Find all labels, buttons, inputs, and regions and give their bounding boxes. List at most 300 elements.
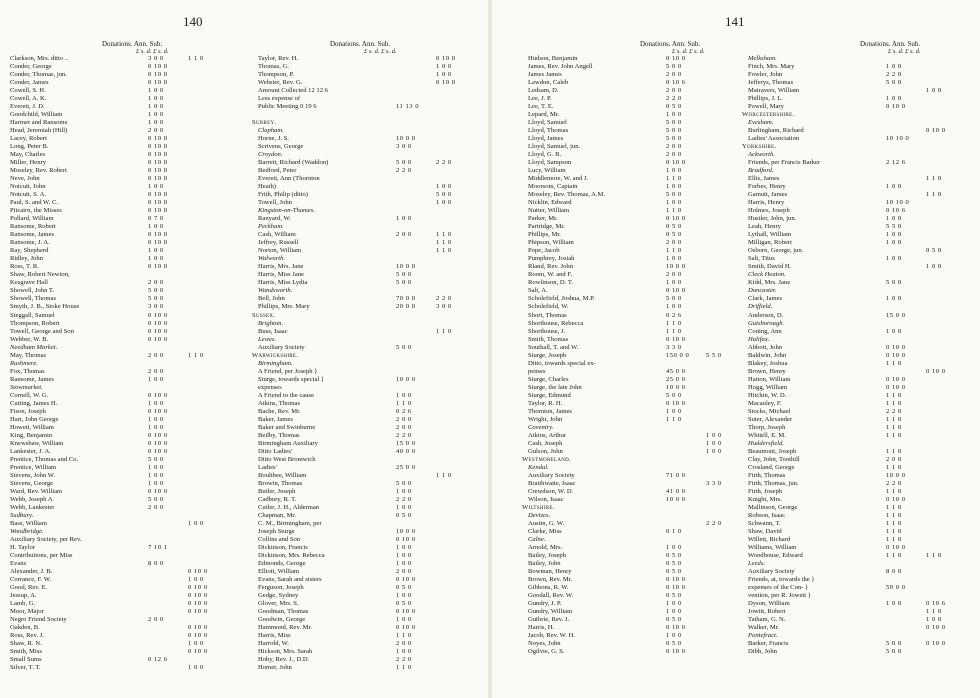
donation-amount: 1 1 0	[396, 632, 412, 640]
donation-amount: 2 0 0	[666, 151, 682, 159]
list-item	[742, 496, 978, 504]
entry-name: Partridge, Mr.	[528, 223, 565, 231]
annual-subscription: 2 2 0	[436, 159, 452, 167]
entry-name: Guisborough.	[748, 319, 785, 327]
entry-name: Boultbee, William	[258, 471, 307, 479]
list-item	[522, 151, 758, 159]
entry-name: Cadbury, R. T.	[258, 495, 297, 503]
list-item	[4, 600, 240, 608]
list-item	[742, 456, 978, 464]
list-item	[4, 127, 240, 135]
entry-name: Silver, T. T.	[10, 664, 41, 672]
list-item	[4, 312, 240, 320]
annual-subscription: 1 1 0	[926, 608, 942, 616]
list-item	[742, 608, 978, 616]
town-heading	[522, 464, 758, 472]
donation-amount: 1 0 0	[148, 375, 164, 383]
list-item	[4, 416, 240, 424]
entry-name: Ogilvie, G. S.	[528, 648, 565, 656]
list-item	[4, 239, 240, 247]
list-item	[522, 600, 758, 608]
list-item	[4, 568, 240, 576]
entry-name: Conder, Thomas, jun.	[10, 71, 67, 79]
entry-name: Clarke, Miss	[528, 527, 562, 535]
donation-amount: 1 1 0	[666, 207, 682, 215]
list-item	[4, 608, 240, 616]
entry-name: Taylor, Rev. H.	[258, 55, 299, 62]
entry-name: Bell, John	[258, 295, 285, 303]
donation-amount: 1 1 0	[886, 415, 902, 423]
donation-amount: 1 1 0	[886, 391, 902, 399]
donation-amount: 0 7 0	[148, 215, 164, 223]
entry-name: Ransome, Robert	[10, 223, 56, 231]
list-item	[252, 159, 488, 167]
list-item	[742, 368, 978, 376]
entry-name: Williams, William	[748, 543, 797, 551]
list-item	[522, 632, 758, 640]
entry-name: Parker, Mr.	[528, 215, 558, 223]
entry-name: Gulson, John	[528, 447, 563, 455]
donation-amount: 2 2 0	[396, 167, 412, 175]
donation-amount: 1 0 0	[666, 632, 682, 640]
town-heading	[252, 287, 488, 295]
list-item	[252, 79, 488, 87]
town-heading	[4, 360, 240, 368]
entry-name: Gundry, William	[528, 608, 573, 616]
annual-subscription: 1 1 0	[188, 55, 204, 62]
column-header: Donations. Ann. Sub.	[330, 40, 391, 48]
list-item	[4, 303, 240, 311]
annual-subscription: 0 5 0	[926, 247, 942, 255]
list-item	[252, 608, 488, 616]
donation-amount: 25 0 0	[396, 463, 416, 471]
entry-name: Lee, J. P.	[528, 95, 552, 103]
list-item	[522, 584, 758, 592]
entry-name: Prentice, William	[10, 463, 57, 471]
list-item	[252, 95, 488, 103]
donation-amount: 1 1 0	[886, 503, 902, 511]
annual-subscription: 0 10 0	[926, 640, 946, 648]
list-item	[522, 408, 758, 416]
entry-name: Leeds.	[748, 559, 766, 567]
entry-name: Thomas, G.	[258, 63, 289, 71]
donation-amount: 5 0 0	[666, 63, 682, 71]
list-item	[252, 488, 488, 496]
entry-name: Gibbons, R. W.	[528, 584, 569, 592]
donation-amount: 0 10 0	[148, 319, 168, 327]
list-item	[742, 480, 978, 488]
list-column	[4, 55, 240, 672]
entry-name: Good, Rev. E.	[10, 584, 48, 592]
donation-amount: 1 0 0	[886, 295, 902, 303]
list-item	[522, 303, 758, 311]
list-item	[742, 360, 978, 368]
donation-amount: 1 0 0	[396, 648, 412, 656]
column-units: £ s. d. £ s. d.	[136, 48, 169, 55]
entry-name: Phipson, William	[528, 239, 574, 247]
list-item	[742, 352, 978, 360]
donation-amount: 0 10 0	[148, 71, 168, 79]
entry-name: Stocks, Michael	[748, 407, 791, 415]
list-item	[4, 295, 240, 303]
list-item	[4, 255, 240, 263]
list-item	[522, 416, 758, 424]
donation-amount: 1 1 0	[666, 319, 682, 327]
entry-name: Brown, Henry	[748, 367, 786, 375]
donation-amount: 0 10 0	[148, 487, 168, 495]
town-heading	[252, 336, 488, 344]
list-item	[522, 215, 758, 223]
entry-name: Dibb, John	[748, 648, 777, 656]
donation-amount: 10 0 0	[396, 375, 416, 383]
entry-name: Bache, Rev. Mr.	[258, 407, 301, 415]
list-item	[252, 344, 488, 352]
entry-name: Warwickshire.	[252, 351, 299, 359]
list-item	[742, 552, 978, 560]
entry-name: Butler, Joseph	[258, 487, 296, 495]
entry-name: Forbes, Henry	[748, 183, 786, 191]
list-item	[522, 95, 758, 103]
entry-name: Conder, George	[10, 63, 52, 71]
list-item	[742, 135, 978, 143]
entry-name: Notcutt, S. A.	[10, 191, 47, 199]
list-item	[522, 79, 758, 87]
donation-amount: 1 0 0	[148, 247, 164, 255]
entry-name: Lawdon, Caleb	[528, 79, 569, 87]
entry-name: vention, per R. Jowett }	[748, 592, 811, 600]
entry-name: Calne.	[528, 535, 546, 543]
list-item	[4, 143, 240, 151]
donation-amount: 1 0 0	[148, 471, 164, 479]
entry-name: Birmingham.	[258, 359, 293, 367]
entry-name: Hart, John George	[10, 415, 59, 423]
list-item	[4, 175, 240, 183]
list-item	[252, 135, 488, 143]
donation-amount: 5 0 0	[886, 79, 902, 87]
entry-name: Ferguson, Joseph	[258, 584, 304, 592]
entry-name: Public Meeting 0 19 6	[258, 103, 317, 111]
donation-amount: 0 1 0	[666, 527, 682, 535]
entry-name: Goodwin, George	[258, 616, 306, 624]
list-item	[4, 207, 240, 215]
entry-name: Leah, Henry	[748, 223, 781, 231]
donation-amount: 1 0 0	[148, 399, 164, 407]
entry-name: Lloyd, G. B.	[528, 151, 562, 159]
column-header: Donations. Ann. Sub.	[102, 40, 163, 48]
donation-amount: 0 5 0	[666, 616, 682, 624]
donation-amount: 5 0 0	[886, 648, 902, 656]
entry-name: Lee, T. E.	[528, 103, 554, 111]
list-item	[742, 207, 978, 215]
donation-amount: 1 0 0	[666, 167, 682, 175]
entry-name: Homer, John	[258, 664, 292, 672]
entry-name: Cutler, J. H., Alderman	[258, 503, 320, 511]
entry-name: Hudson, Benjamin	[528, 55, 578, 62]
donation-amount: 0 10 0	[148, 191, 168, 199]
list-item	[522, 247, 758, 255]
entry-name: Hoby, Rev. J., D.D.	[258, 656, 310, 664]
county-heading	[252, 119, 488, 127]
donation-amount: 1 1 0	[666, 327, 682, 335]
list-item	[742, 472, 978, 480]
right-page	[492, 0, 980, 698]
list-item	[252, 552, 488, 560]
donation-amount: 2 12 6	[886, 159, 906, 167]
donation-amount: 0 10 0	[396, 576, 416, 584]
list-item	[522, 255, 758, 263]
list-item	[252, 63, 488, 71]
list-item	[4, 95, 240, 103]
donation-amount: 1 0 0	[396, 503, 412, 511]
entry-name: Sussex.	[252, 311, 276, 319]
donation-amount: 41 0 0	[666, 487, 686, 495]
town-heading	[4, 344, 240, 352]
entry-name: Alexander, J. B.	[10, 568, 53, 575]
donation-amount: 1 0 0	[148, 111, 164, 119]
county-heading	[522, 456, 758, 464]
list-item	[252, 183, 488, 191]
donation-amount: 1 0 0	[396, 487, 412, 495]
entry-name: Long, Peter B.	[10, 143, 49, 151]
annual-subscription: 0 10 0	[188, 600, 208, 608]
donation-amount: 1 0 0	[148, 423, 164, 431]
entry-name: Clay, John, Toothill	[748, 455, 800, 463]
list-item	[742, 536, 978, 544]
entry-name: Hickson, Mrs. Sarah	[258, 648, 313, 656]
entry-name: Auxiliary Society	[258, 343, 305, 351]
donation-amount: 0 10 0	[666, 159, 686, 167]
entry-name: Gundry, J. P.	[528, 600, 562, 608]
entry-name: Bailey, John	[528, 559, 561, 567]
donation-amount: 2 2 0	[396, 495, 412, 503]
entry-name: Ladies' Association	[748, 135, 800, 143]
entry-name: Cash, Joseph	[528, 439, 563, 447]
entry-name: Driffield.	[748, 303, 773, 311]
list-item	[522, 199, 758, 207]
county-heading	[522, 504, 758, 512]
entry-name: Robson, Isaac	[748, 511, 785, 519]
donation-amount: 0 10 0	[666, 399, 686, 407]
donation-amount: 5 0 0	[148, 287, 164, 295]
entry-name: Harris, Miss Lydia	[258, 279, 308, 287]
list-item	[522, 328, 758, 336]
donation-amount: 2 0 0	[886, 455, 902, 463]
town-heading	[4, 384, 240, 392]
list-item	[4, 376, 240, 384]
donation-amount: 0 10 0	[666, 335, 686, 343]
list-item	[252, 616, 488, 624]
entry-name: Jacob, Rev. W. H.	[528, 632, 576, 640]
list-item	[4, 336, 240, 344]
list-item	[252, 303, 488, 311]
entry-name: Towell, John	[258, 199, 292, 207]
list-item	[522, 560, 758, 568]
entry-name: Pope, Jacob	[528, 247, 560, 255]
list-item	[742, 520, 978, 528]
donation-amount: 1 0 0	[148, 87, 164, 95]
annual-subscription: 0 10 6	[926, 600, 946, 608]
entry-name: Friends, at, towards the }	[748, 576, 815, 584]
list-item	[252, 424, 488, 432]
annual-subscription: 1 0 0	[436, 183, 452, 191]
town-heading	[4, 528, 240, 536]
entry-name: Beaumont, Joseph	[748, 447, 797, 455]
entry-name: Cowell, S. H.	[10, 87, 46, 95]
annual-subscription: 0 10 0	[188, 648, 208, 656]
donation-amount: 0 10 0	[148, 231, 168, 239]
entry-name: Contributions, per Miss	[10, 551, 73, 559]
list-item	[522, 528, 758, 536]
donation-amount: 0 10 0	[886, 351, 906, 359]
list-item	[4, 328, 240, 336]
list-item	[252, 175, 488, 183]
page-number: 141	[725, 14, 745, 29]
entry-name: Jowitt, Robert	[748, 608, 786, 616]
entry-name: Southall, T. and W.	[528, 343, 579, 351]
list-item	[522, 119, 758, 127]
entry-name: Lythall, William	[748, 231, 792, 239]
entry-name: Sturge, Charles	[528, 375, 569, 383]
donation-amount: 10 0 0	[666, 263, 686, 271]
list-item	[522, 496, 758, 504]
donation-amount: 1 0 0	[666, 199, 682, 207]
donation-amount: 1 1 0	[666, 175, 682, 183]
entry-name: Ellis, James	[748, 175, 780, 183]
list-item	[252, 400, 488, 408]
entry-name: Bedford, Peter	[258, 167, 297, 175]
list-item	[4, 496, 240, 504]
column-units: £ s. d. £ s. d.	[672, 48, 705, 55]
donation-amount: 3 0 0	[148, 303, 164, 311]
list-item	[4, 119, 240, 127]
entry-name: Coventry.	[528, 423, 554, 431]
donation-amount: 1 0 0	[148, 183, 164, 191]
list-item	[742, 464, 978, 472]
list-item	[742, 424, 978, 432]
entry-name: Evans	[10, 559, 27, 567]
list-item	[742, 328, 978, 336]
entry-name: Scholefield, Joshua, M.P.	[528, 295, 595, 303]
list-item	[4, 279, 240, 287]
entry-name: Shorthouse, J.	[528, 327, 566, 335]
donation-amount: 1 0 0	[886, 327, 902, 335]
town-heading	[742, 320, 978, 328]
list-item	[4, 408, 240, 416]
list-item	[742, 175, 978, 183]
entry-name: Birmingham Auxiliary	[258, 439, 318, 447]
annual-subscription: 1 0 0	[706, 431, 722, 439]
list-item	[522, 263, 758, 271]
list-item	[742, 95, 978, 103]
list-item	[522, 71, 758, 79]
list-item	[522, 271, 758, 279]
entry-name: C. M., Birmingham, per	[258, 519, 322, 527]
entry-name: Arnold, Mrs.	[528, 543, 563, 551]
entry-name: Negro Friend Society	[10, 616, 67, 624]
entry-name: Scholefield, W.	[528, 303, 569, 311]
donation-amount: 5 0 0	[666, 191, 682, 199]
entry-name: Hogg, William	[748, 383, 788, 391]
entry-name: Lacey, Robert	[10, 135, 47, 143]
entry-name: Clarkson, Mrs. ditto ..	[10, 55, 69, 62]
donation-amount: 10 10 0	[886, 199, 910, 207]
entry-name: Gedge, Sydney	[258, 592, 299, 600]
list-item	[742, 488, 978, 496]
donation-amount: 0 10 0	[148, 439, 168, 447]
entry-name: Bass, William	[10, 519, 47, 527]
entry-name: James James	[528, 71, 562, 79]
list-item	[252, 432, 488, 440]
entry-name: Whitell, E. M.	[748, 431, 786, 439]
donation-amount: 1 0 0	[886, 255, 902, 263]
list-item	[522, 135, 758, 143]
entry-name: Pumphrey, Josiah	[528, 255, 575, 263]
donation-amount: 2 0 0	[666, 87, 682, 95]
entry-name: Cleck Heaton.	[748, 271, 786, 279]
list-item	[4, 135, 240, 143]
donation-amount: 1 0 0	[886, 63, 902, 71]
donation-amount: 1 1 0	[886, 359, 902, 367]
donation-amount: 0 2 6	[666, 311, 682, 319]
entry-name: Collins and Son	[258, 535, 301, 543]
list-item	[4, 560, 240, 568]
list-item	[4, 464, 240, 472]
donation-amount: 1 1 0	[666, 415, 682, 423]
entry-name: Firth, Thomas	[748, 471, 786, 479]
list-item	[742, 624, 978, 632]
entry-name: Blakey, Joshua	[748, 359, 788, 367]
list-item	[4, 392, 240, 400]
list-item	[252, 440, 488, 448]
list-item	[4, 456, 240, 464]
list-item	[252, 247, 488, 255]
entry-name: Gamutt, James	[748, 191, 788, 199]
entry-name: Stevens, George	[10, 479, 54, 487]
entry-name: Salt, A.	[528, 287, 548, 295]
list-item	[742, 199, 978, 207]
list-item	[4, 87, 240, 95]
list-item	[4, 199, 240, 207]
list-item	[252, 496, 488, 504]
entry-name: Bowman, Henry	[528, 568, 572, 575]
list-item	[4, 544, 240, 552]
entry-name: May, Thomas	[10, 351, 47, 359]
donation-amount: 1 1 0	[886, 447, 902, 455]
donation-amount: 0 10 0	[148, 407, 168, 415]
donation-amount: 8 0 0	[148, 559, 164, 567]
donation-amount: 1 0 0	[148, 415, 164, 423]
donation-amount: 10 0 0	[886, 471, 906, 479]
entry-name: Mallinson, George	[748, 503, 798, 511]
donation-amount: 1 0 0	[396, 551, 412, 559]
entry-name: Lewes.	[258, 335, 277, 343]
annual-subscription: 2 2 0	[436, 295, 452, 303]
list-item	[252, 464, 488, 472]
list-item	[252, 656, 488, 664]
donation-amount: 10 0 0	[396, 263, 416, 271]
donation-amount: 0 10 0	[148, 63, 168, 71]
town-heading	[522, 536, 758, 544]
donation-amount: 0 10 0	[148, 335, 168, 343]
donation-amount: 5 0 0	[396, 271, 412, 279]
list-item	[522, 368, 758, 376]
list-item	[4, 504, 240, 512]
list-item	[742, 640, 978, 648]
donation-amount: 1 0 0	[886, 215, 902, 223]
list-item	[522, 360, 758, 368]
entry-name: Webb, Lankester	[10, 503, 55, 511]
donation-amount: 0 10 0	[666, 624, 686, 632]
